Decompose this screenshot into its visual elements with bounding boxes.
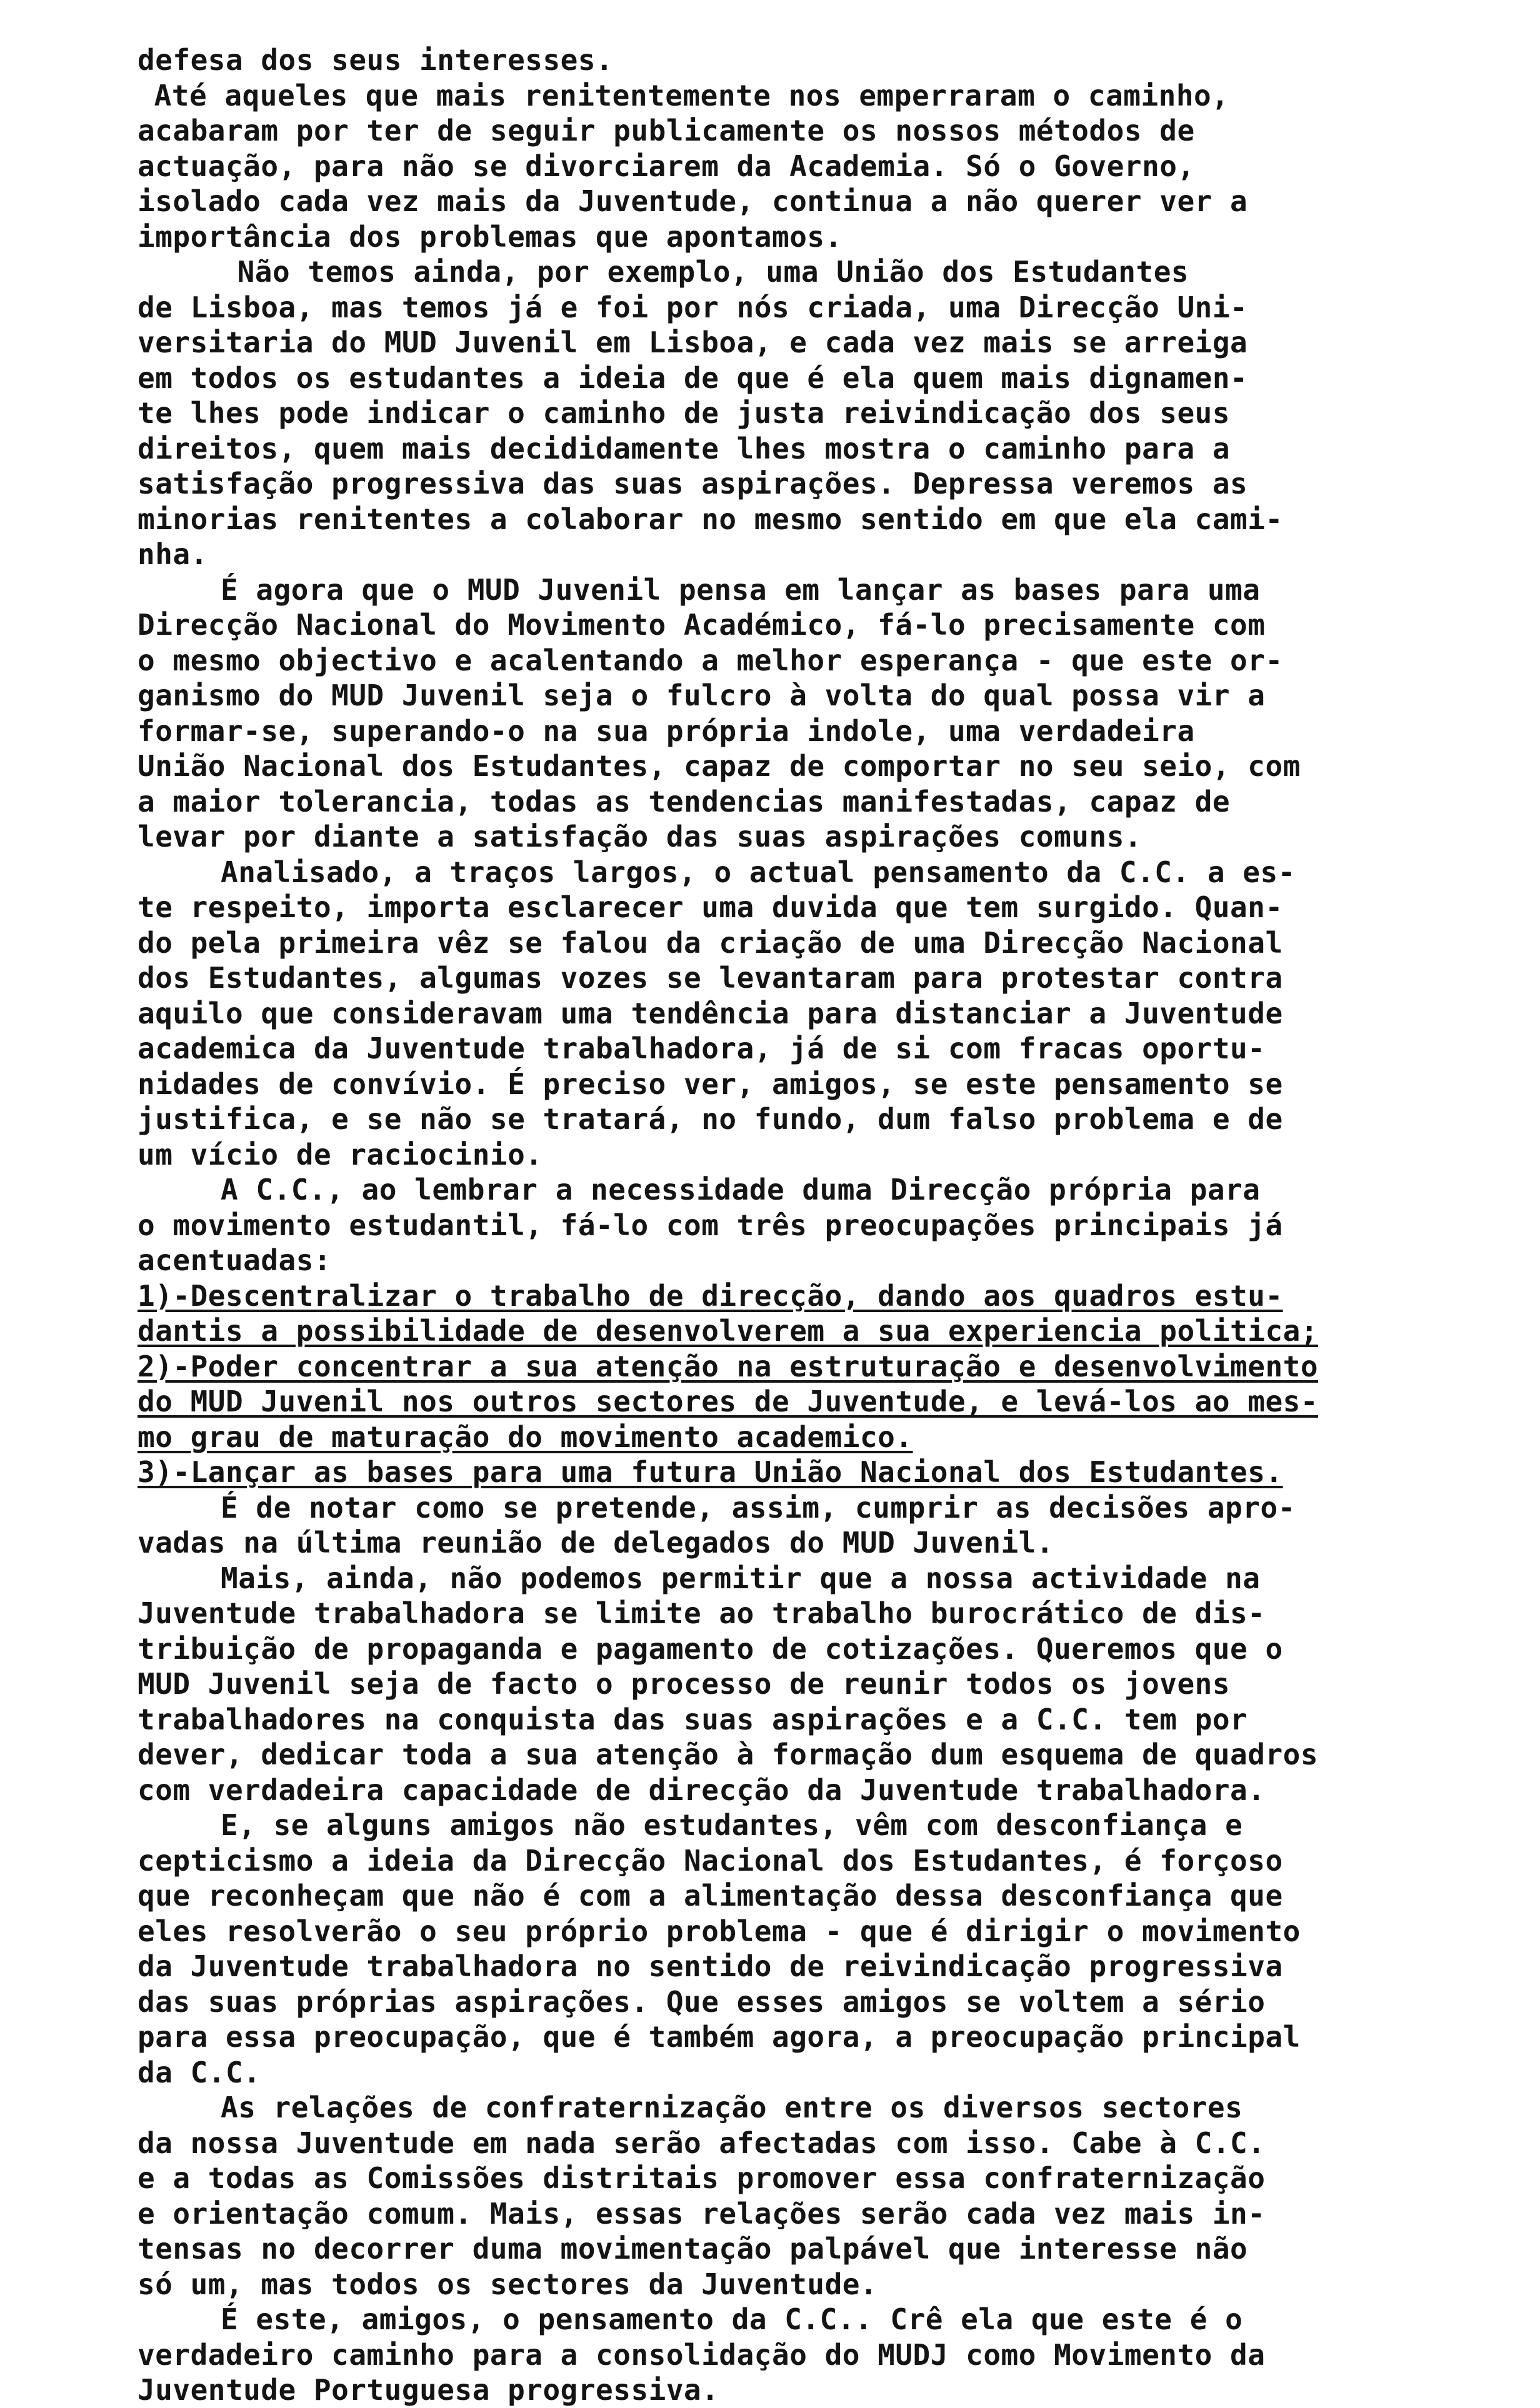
- text-line: União Nacional dos Estudantes, capaz de comportar no seu seio, com: [138, 749, 1301, 783]
- text-line: um vício de raciocinio.: [138, 1137, 543, 1172]
- text-line: Até aqueles que mais renitentemente nos emperraram o caminho,: [154, 78, 1229, 112]
- text-line: da nossa Juventude em nada serão afectadas com isso. Cabe à C.C.: [138, 2126, 1266, 2160]
- underlined-line: 2)-Poder concentrar a sua atenção na estruturação e desenvolvimento: [138, 1349, 1319, 1383]
- text-line: actuação, para não se divorciarem da Academia. Só o Governo,: [138, 149, 1195, 183]
- text-line: acabaram por ter de seguir publicamente os nossos métodos de: [138, 114, 1195, 147]
- text-line: dever, dedicar toda a sua atenção à formação dum esquema de quadros: [138, 1738, 1319, 1771]
- text-line: Juventude trabalhadora se limite ao trabalho burocrático de dis-: [138, 1596, 1266, 1630]
- text-line: É agora que o MUD Juvenil pensa em lançar as bases para uma: [221, 572, 1261, 607]
- text-line: nidades de convívio. É preciso ver, amigos, se este pensamento se: [138, 1067, 1283, 1101]
- text-line: cepticismo a ideia da Direcção Nacional dos Estudantes, é forçoso: [138, 1843, 1283, 1878]
- text-line: satisfação progressiva das suas aspirações. Depressa veremos as: [138, 467, 1248, 500]
- text-line: e a todas as Comissões distritais promover essa confraternização: [138, 2161, 1266, 2195]
- text-line: versitaria do MUD Juvenil em Lisboa, e cada vez mais se arreiga: [138, 326, 1248, 359]
- text-line: formar-se, superando-o na sua própria indole, uma verdadeira: [138, 714, 1195, 748]
- text-line: tribuição de propaganda e pagamento de cotizações. Queremos que o: [138, 1631, 1283, 1666]
- text-line: vadas na última reunião de delegados do MUD Juvenil.: [138, 1526, 1054, 1560]
- text-line: da C.C.: [138, 2055, 261, 2089]
- text-line: isolado cada vez mais da Juventude, continua a não querer ver a: [138, 184, 1248, 218]
- text-line: É de notar como se pretende, assim, cumprir as decisões apro-: [221, 1490, 1296, 1525]
- text-line: a maior tolerancia, todas as tendencias manifestadas, capaz de: [138, 784, 1231, 818]
- text-line: de Lisboa, mas temos já e foi por nós criada, uma Direcção Uni-: [138, 290, 1248, 324]
- text-line: direitos, quem mais decididamente lhes mostra o caminho para a: [138, 431, 1231, 465]
- text-line: MUD Juvenil seja de facto o processo de reunir todos os jovens: [138, 1667, 1231, 1701]
- text-line: te lhes pode indicar o caminho de justa reivindicação dos seus: [138, 396, 1231, 430]
- text-line: academica da Juventude trabalhadora, já de si com fracas oportu-: [138, 1032, 1266, 1065]
- text-line: o movimento estudantil, fá-lo com três preocupações principais já: [138, 1208, 1283, 1242]
- text-line: tensas no decorrer duma movimentação palpável que interesse não: [138, 2232, 1248, 2266]
- text-line: te respeito, importa esclarecer uma duvida que tem surgido. Quan-: [138, 890, 1283, 924]
- text-line: justifica, e se não se tratará, no fundo, dum falso problema e de: [138, 1102, 1283, 1136]
- text-line: e orientação comum. Mais, essas relações serão cada vez mais in-: [138, 2196, 1266, 2231]
- text-line: trabalhadores na conquista das suas aspirações e a C.C. tem por: [138, 1702, 1248, 1736]
- text-line: do pela primeira vêz se falou da criação de uma Direcção Nacional: [138, 925, 1283, 960]
- text-line: dos Estudantes, algumas vozes se levantaram para protestar contra: [138, 961, 1283, 995]
- text-line: eles resolverão o seu próprio problema - que é dirigir o movimento: [138, 1914, 1301, 1948]
- text-line: defesa dos seus interesses.: [138, 43, 614, 77]
- text-line: E, se alguns amigos não estudantes, vêm com desconfiança e: [221, 1808, 1243, 1842]
- typewritten-text: [138, 42, 1415, 2408]
- underlined-line: do MUD Juvenil nos outros sectores de Juventude, e levá-los ao mes-: [138, 1385, 1319, 1418]
- text-line: para essa preocupação, que é também agora, a preocupação principal: [138, 2020, 1301, 2054]
- text-line: aquilo que consideravam uma tendência para distanciar a Juventude: [138, 996, 1283, 1030]
- text-line: importância dos problemas que apontamos.: [138, 219, 842, 254]
- underlined-line: mo grau de maturação do movimento academico.: [138, 1420, 913, 1454]
- text-line: As relações de confraternização entre os diversos sectores: [221, 2091, 1243, 2124]
- underlined-line: 3)-Lançar as bases para uma futura União Nacional dos Estudantes.: [138, 1455, 1283, 1489]
- text-line: verdadeiro caminho para a consolidação do MUDJ como Movimento da: [138, 2337, 1266, 2372]
- text-line: da Juventude trabalhadora no sentido de reivindicação progressiva: [138, 1949, 1283, 1983]
- text-line: levar por diante a satisfação das suas aspirações comuns.: [138, 820, 1142, 853]
- text-line: com verdadeira capacidade de direcção da Juventude trabalhadora.: [138, 1773, 1266, 1807]
- text-line: A C.C., ao lembrar a necessidade duma Direcção própria para: [221, 1173, 1261, 1206]
- text-line: Analisado, a traços largos, o actual pensamento da C.C. a es-: [221, 855, 1296, 889]
- text-line: das suas próprias aspirações. Que esses amigos se voltem a sério: [138, 1984, 1266, 2019]
- text-line: o mesmo objectivo e acalentando a melhor esperança - que este or-: [138, 643, 1283, 677]
- underlined-line: 1)-Descentralizar o trabalho de direcção, dando aos quadros estu-: [138, 1278, 1283, 1313]
- underlined-line: dantis a possibilidade de desenvolverem a sua experiencia politica;: [138, 1314, 1319, 1348]
- text-line: que reconheçam que não é com a alimentação dessa desconfiança que: [138, 1879, 1283, 1913]
- text-line: Mais, ainda, não podemos permitir que a nossa actividade na: [221, 1561, 1261, 1595]
- text-line: acentuadas:: [138, 1243, 332, 1277]
- text-line: Não temos ainda, por exemplo, uma União dos Estudantes: [237, 255, 1189, 289]
- text-line: ganismo do MUD Juvenil seja o fulcro à volta do qual possa vir a: [138, 679, 1266, 712]
- text-line: em todos os estudantes a ideia de que é ela quem mais dignamen-: [138, 361, 1248, 395]
- text-line: nha.: [138, 537, 208, 571]
- text-line: minorias renitentes a colaborar no mesmo sentido em que ela cami-: [138, 502, 1283, 536]
- text-line: É este, amigos, o pensamento da C.C.. Crê ela que este é o: [221, 2302, 1243, 2336]
- text-line: Direcção Nacional do Movimento Académico, fá-lo precisamente com: [138, 608, 1266, 642]
- text-line: Juventude Portuguesa progressiva.: [138, 2373, 719, 2407]
- text-line: só um, mas todos os sectores da Juventude.: [138, 2267, 878, 2301]
